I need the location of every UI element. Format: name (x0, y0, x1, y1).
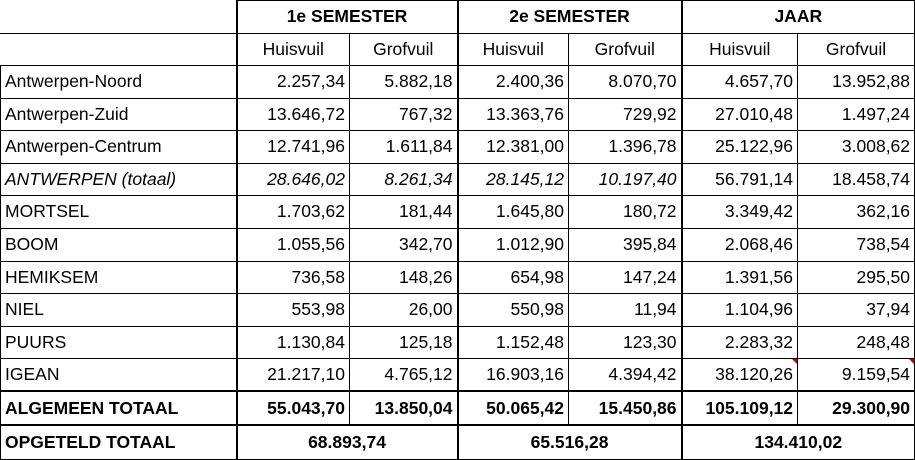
value-cell[interactable]: 180,72 (569, 196, 682, 229)
grand-total-row (1, 391, 915, 425)
sub-header-cell[interactable]: Huisvuil (237, 34, 350, 66)
value-cell[interactable]: 738,54 (798, 228, 915, 261)
summed-total-row (1, 425, 915, 459)
value-cell[interactable]: 2.257,34 (237, 66, 350, 99)
row-label[interactable]: OPGETELD TOTAAL (1, 425, 237, 459)
group-header-row (1, 1, 915, 34)
value-cell[interactable]: 553,98 (237, 294, 350, 327)
value-cell[interactable]: 123,30 (569, 326, 682, 359)
value-cell[interactable]: 1.055,56 (237, 228, 350, 261)
group-header-semester-1[interactable]: 1e SEMESTER (237, 1, 458, 34)
value-cell[interactable]: 9.159,54 (798, 359, 915, 392)
value-cell[interactable]: 11,94 (569, 294, 682, 327)
row-label[interactable]: HEMIKSEM (1, 261, 237, 294)
value-cell[interactable]: 147,24 (569, 261, 682, 294)
value-cell[interactable]: 736,58 (237, 261, 350, 294)
value-cell[interactable]: 55.043,70 (237, 391, 350, 425)
value-cell[interactable]: 1.497,24 (798, 98, 915, 131)
value-cell[interactable]: 2.400,36 (458, 66, 569, 99)
value-cell[interactable]: 342,70 (350, 228, 458, 261)
value-cell[interactable]: 2.283,32 (682, 326, 798, 359)
value-cell[interactable]: 729,92 (569, 98, 682, 131)
value-cell[interactable]: 654,98 (458, 261, 569, 294)
table-row (1, 228, 915, 261)
value-cell[interactable]: 12.381,00 (458, 131, 569, 164)
value-cell[interactable]: 2.068,46 (682, 228, 798, 261)
value-cell[interactable]: 37,94 (798, 294, 915, 327)
row-label[interactable]: Antwerpen-Zuid (1, 98, 237, 131)
value-cell[interactable]: 148,26 (350, 261, 458, 294)
value-cell[interactable]: 1.391,56 (682, 261, 798, 294)
value-cell[interactable]: 13.850,04 (350, 391, 458, 425)
group-header-year[interactable]: JAAR (682, 1, 915, 34)
sub-header-cell[interactable]: Huisvuil (458, 34, 569, 66)
value-cell[interactable]: 125,18 (350, 326, 458, 359)
value-cell[interactable]: 38.120,26 (682, 359, 798, 392)
value-cell[interactable]: 134.410,02 (682, 425, 915, 459)
group-header-semester-2[interactable]: 2e SEMESTER (458, 1, 682, 34)
value-cell[interactable]: 105.109,12 (682, 391, 798, 425)
row-label[interactable]: Antwerpen-Noord (1, 66, 237, 99)
value-cell[interactable]: 13.646,72 (237, 98, 350, 131)
row-label[interactable]: ANTWERPEN (totaal) (1, 163, 237, 196)
value-cell[interactable]: 395,84 (569, 228, 682, 261)
value-cell[interactable]: 21.217,10 (237, 359, 350, 392)
value-cell[interactable]: 27.010,48 (682, 98, 798, 131)
corner-cell[interactable] (1, 34, 237, 66)
value-cell[interactable]: 18.458,74 (798, 163, 915, 196)
table-row (1, 66, 915, 99)
value-cell[interactable]: 8.261,34 (350, 163, 458, 196)
value-cell[interactable]: 68.893,74 (237, 425, 458, 459)
value-cell[interactable]: 28.145,12 (458, 163, 569, 196)
table-row (1, 196, 915, 229)
value-cell[interactable]: 1.611,84 (350, 131, 458, 164)
sub-header-cell[interactable]: Grofvuil (798, 34, 915, 66)
value-cell[interactable]: 25.122,96 (682, 131, 798, 164)
value-cell[interactable]: 8.070,70 (569, 66, 682, 99)
sub-header-row (1, 34, 915, 66)
value-cell[interactable]: 1.130,84 (237, 326, 350, 359)
value-cell[interactable]: 5.882,18 (350, 66, 458, 99)
value-cell[interactable]: 362,16 (798, 196, 915, 229)
table-row (1, 261, 915, 294)
value-cell[interactable]: 50.065,42 (458, 391, 569, 425)
value-cell[interactable]: 1.396,78 (569, 131, 682, 164)
value-cell[interactable]: 1.012,90 (458, 228, 569, 261)
value-cell[interactable]: 26,00 (350, 294, 458, 327)
row-label[interactable]: IGEAN (1, 359, 237, 392)
value-cell[interactable]: 4.765,12 (350, 359, 458, 392)
value-cell[interactable]: 15.450,86 (569, 391, 682, 425)
row-label[interactable]: ALGEMEEN TOTAAL (1, 391, 237, 425)
row-label[interactable]: MORTSEL (1, 196, 237, 229)
sub-header-cell[interactable]: Grofvuil (350, 34, 458, 66)
value-cell[interactable]: 65.516,28 (458, 425, 682, 459)
value-cell[interactable]: 13.952,88 (798, 66, 915, 99)
table-row (1, 98, 915, 131)
row-label[interactable]: PUURS (1, 326, 237, 359)
value-cell[interactable]: 550,98 (458, 294, 569, 327)
sub-header-cell[interactable]: Grofvuil (569, 34, 682, 66)
row-label[interactable]: BOOM (1, 228, 237, 261)
value-cell[interactable]: 4.657,70 (682, 66, 798, 99)
row-label[interactable]: NIEL (1, 294, 237, 327)
value-cell[interactable]: 29.300,90 (798, 391, 915, 425)
corner-cell[interactable] (1, 1, 237, 34)
value-cell[interactable]: 13.363,76 (458, 98, 569, 131)
value-cell[interactable]: 1.152,48 (458, 326, 569, 359)
value-cell[interactable]: 3.349,42 (682, 196, 798, 229)
value-cell[interactable]: 10.197,40 (569, 163, 682, 196)
subtotal-row (1, 163, 915, 196)
value-cell[interactable]: 248,48 (798, 326, 915, 359)
value-cell[interactable]: 295,50 (798, 261, 915, 294)
sub-header-cell[interactable]: Huisvuil (682, 34, 798, 66)
value-cell[interactable]: 1.645,80 (458, 196, 569, 229)
row-label[interactable]: Antwerpen-Centrum (1, 131, 237, 164)
table-row (1, 131, 915, 164)
value-cell[interactable]: 1.703,62 (237, 196, 350, 229)
value-cell[interactable]: 4.394,42 (569, 359, 682, 392)
value-cell[interactable]: 3.008,62 (798, 131, 915, 164)
value-cell[interactable]: 12.741,96 (237, 131, 350, 164)
value-cell[interactable]: 28.646,02 (237, 163, 350, 196)
table-row (1, 359, 915, 392)
table-row (1, 294, 915, 327)
value-cell[interactable]: 1.104,96 (682, 294, 798, 327)
value-cell[interactable]: 767,32 (350, 98, 458, 131)
value-cell[interactable]: 56.791,14 (682, 163, 798, 196)
value-cell[interactable]: 181,44 (350, 196, 458, 229)
table-row (1, 326, 915, 359)
value-cell[interactable]: 16.903,16 (458, 359, 569, 392)
